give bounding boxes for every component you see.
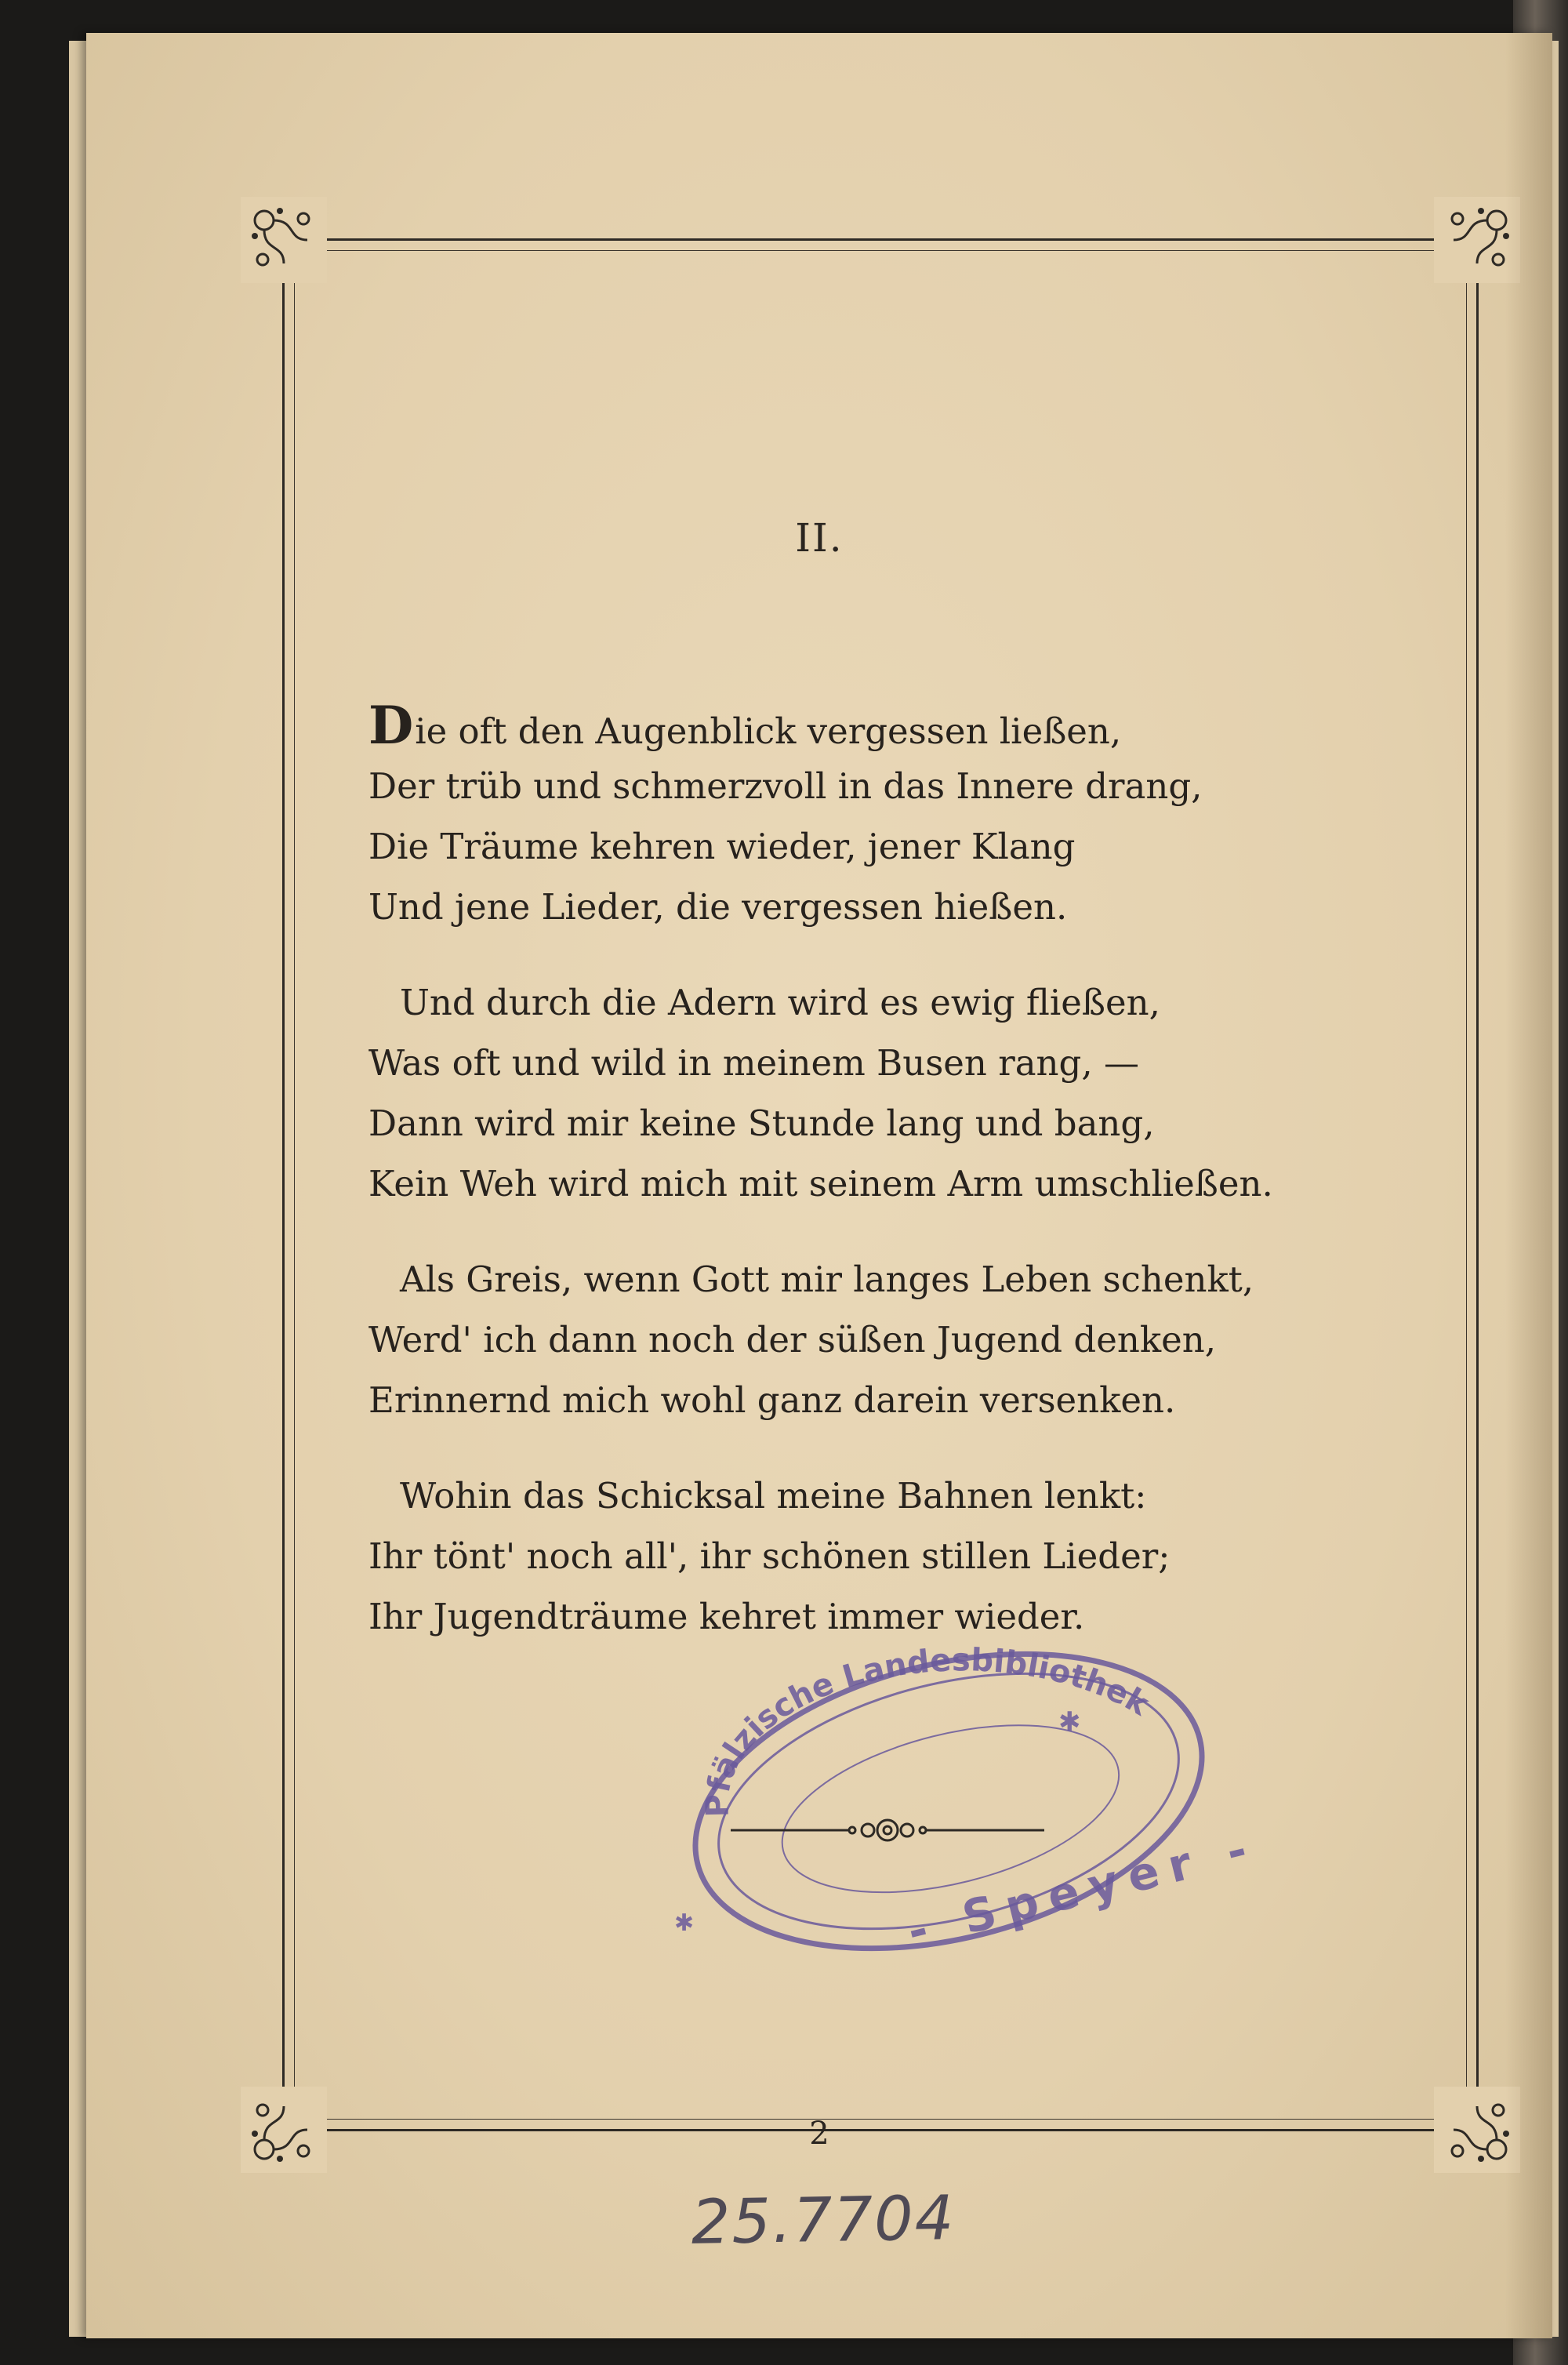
poem-line: Die Träume kehren wieder, jener Klang [368,826,1076,867]
library-stamp [619,1621,1278,1982]
poem-line: Was oft und wild in meinem Busen rang, — [368,1042,1139,1084]
poem-line-text: ie oft den Augenblick vergessen ließen, [415,710,1122,752]
poem-line: Und durch die Adern wird es ewig fließen, [400,982,1160,1023]
stamp-arc-text: Pfälzische Landesbibliothek [699,1642,1156,1818]
corner-ornament-top-left [241,197,327,283]
poem-line: Ihr tönt' noch all', ihr schönen stillen Lieder; [368,1535,1171,1577]
stamp-star-icon: ✱ [1058,1706,1081,1738]
poem-line: Kein Weh wird mich mit seinem Arm umschließen. [368,1163,1273,1204]
poem-line [368,696,1388,756]
stamp-star-icon: ✱ [674,1909,695,1937]
stanza-3 [368,1249,1388,1430]
poem-line: Werd' ich dann noch der süßen Jugend denken, [368,1319,1217,1361]
poem-line: Erinnernd mich wohl ganz darein versenken. [368,1379,1176,1421]
stamp-city-text: - Speyer - [902,1819,1263,1959]
poem-line: Als Greis, wenn Gott mir langes Leben schenkt, [400,1259,1254,1300]
corner-ornament-top-right [1434,197,1520,283]
poem-line: Wohin das Schicksal meine Bahnen lenkt: [400,1475,1147,1517]
handwritten-shelfmark: 25.7704 [690,2183,956,2258]
book-page [86,33,1552,2338]
poem-line: Der trüb und schmerzvoll in das Innere drang, [368,765,1203,807]
poem-body [368,696,1388,1682]
poem-heading: II. [795,515,844,561]
drop-cap-initial: D [368,695,414,756]
stanza-1 [368,696,1388,937]
page-number: 2 [809,2116,829,2152]
poem-line: Ihr Jugendträume kehret immer wieder. [368,1596,1085,1637]
poem-line: Dann wird mir keine Stunde lang und bang, [368,1103,1155,1144]
svg-text:Pfälzische Landesbibliothek [699,1642,1156,1818]
closing-ornament [731,1807,1044,1854]
poem-line: Und jene Lieder, die vergessen hießen. [368,886,1068,928]
stanza-4 [368,1466,1388,1647]
stanza-2 [368,972,1388,1214]
